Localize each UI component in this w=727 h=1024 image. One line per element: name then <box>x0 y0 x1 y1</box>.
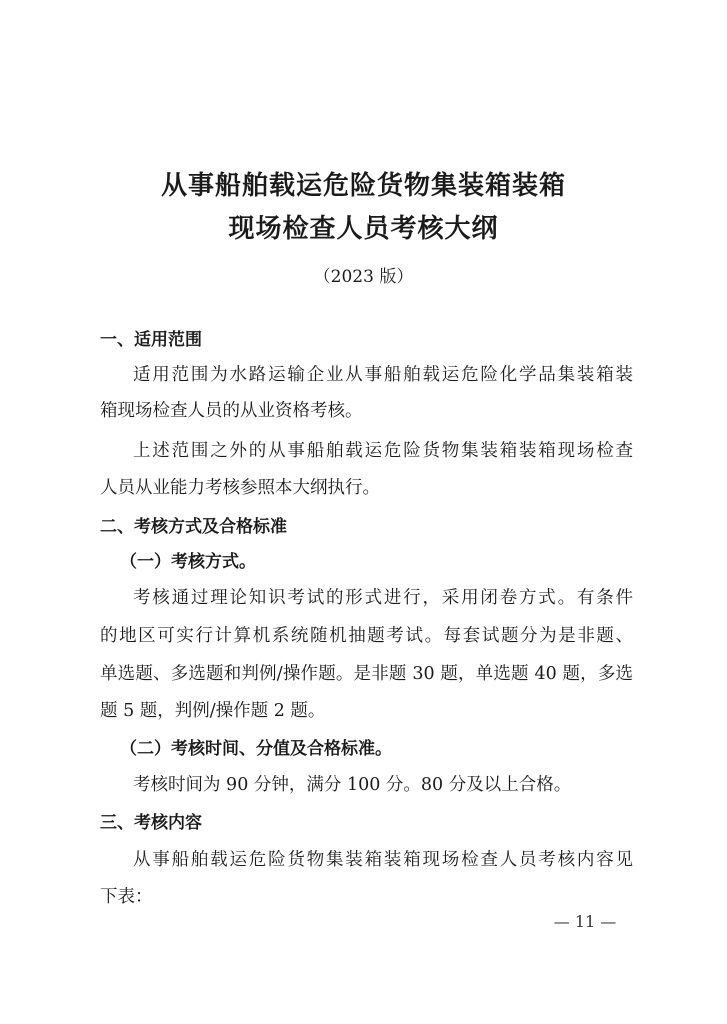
paragraph-line: 考核时间为 90 分钟，满分 100 分。80 分及以上合格。 <box>133 775 572 795</box>
paragraph-line: 从事船舶载运危险货物集装箱装箱现场检查人员考核内容见 <box>133 850 633 870</box>
paragraph-line: 人员从业能力考核参照本大纲执行。 <box>100 478 380 498</box>
paragraph-line: 题 5 题，判例/操作题 2 题。 <box>100 701 326 721</box>
paragraph-line: 单选题、多选题和判例/操作题。是非题 30 题，单选题 40 题，多选 <box>100 664 633 684</box>
paragraph-line: 箱现场检查人员的从业资格考核。 <box>100 401 363 421</box>
paragraph-line: 考核通过理论知识考试的形式进行，采用闭卷方式。有条件 <box>133 588 633 608</box>
paragraph-line: 下表： <box>100 887 153 907</box>
section-heading-method: 二、考核方式及合格标准 <box>100 517 287 537</box>
paragraph-line: 上述范围之外的从事船舶载运危险货物集装箱装箱现场检查 <box>133 441 633 461</box>
paragraph-line: 适用范围为水路运输企业从事船舶载运危险化学品集装箱装 <box>133 365 633 385</box>
document-title-line-2: 现场检查人员考核大纲 <box>228 214 499 244</box>
subsection-heading-method: （一）考核方式。 <box>120 552 256 572</box>
edition-label: （2023 版） <box>313 267 414 287</box>
section-heading-content: 三、考核内容 <box>100 813 202 833</box>
section-heading-scope: 一、适用范围 <box>100 330 202 350</box>
paragraph-line: 的地区可实行计算机系统随机抽题考试。每套试题分为是非题、 <box>100 626 633 646</box>
page-number: — 11 — <box>553 912 617 931</box>
document-title-line-1: 从事船舶载运危险货物集装箱装箱 <box>160 171 566 201</box>
subsection-heading-time-score: （二）考核时间、分值及合格标准。 <box>120 739 392 759</box>
